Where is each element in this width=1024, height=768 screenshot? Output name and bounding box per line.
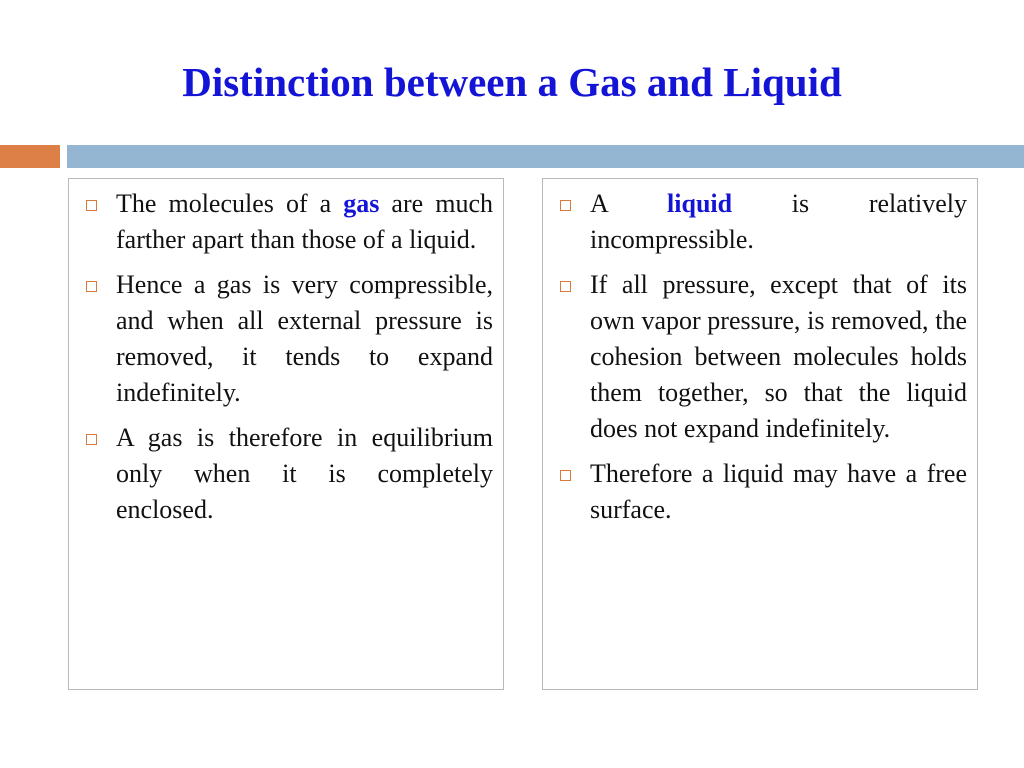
accent-band-orange (0, 145, 60, 168)
bullet-text-after: are much farther apart than those of a liquid. (116, 189, 493, 254)
bullet-text-before: The molecules of a (116, 189, 344, 218)
bullet-text: If all pressure, except that of its own vapor pressure, is removed, the cohesion between molecules holds them together, so that the liquid does not expand indefinitely. (590, 270, 967, 443)
gas-column-box (68, 178, 504, 690)
highlight-term-gas: gas (343, 189, 380, 218)
bullet-text: A gas is therefore in equilibrium only when it is completely enclosed. (116, 423, 493, 524)
list-item (79, 420, 493, 528)
liquid-column-box (542, 178, 978, 690)
slide-title: Distinction between a Gas and Liquid (182, 59, 842, 105)
hollow-square-bullet-icon (560, 200, 571, 211)
hollow-square-bullet-icon (86, 281, 97, 292)
list-item (79, 267, 493, 411)
bullet-text: Therefore a liquid may have a free surface. (590, 459, 967, 524)
hollow-square-bullet-icon (86, 434, 97, 445)
bullet-text-after: is relatively incompressible. (590, 189, 968, 254)
liquid-bullet-list (543, 179, 977, 528)
bullet-text: Hence a gas is very compressible, and when all external pressure is removed, it tends to expand indefinitely. (116, 270, 493, 407)
list-item (553, 267, 967, 447)
hollow-square-bullet-icon (86, 200, 97, 211)
accent-band-blue (67, 145, 1024, 168)
list-item (553, 186, 967, 258)
hollow-square-bullet-icon (560, 470, 571, 481)
list-item (79, 186, 493, 258)
gas-bullet-list (69, 179, 503, 528)
list-item (553, 456, 967, 528)
bullet-text-before: A (590, 189, 668, 218)
hollow-square-bullet-icon (560, 281, 571, 292)
highlight-term-liquid: liquid (667, 189, 733, 218)
